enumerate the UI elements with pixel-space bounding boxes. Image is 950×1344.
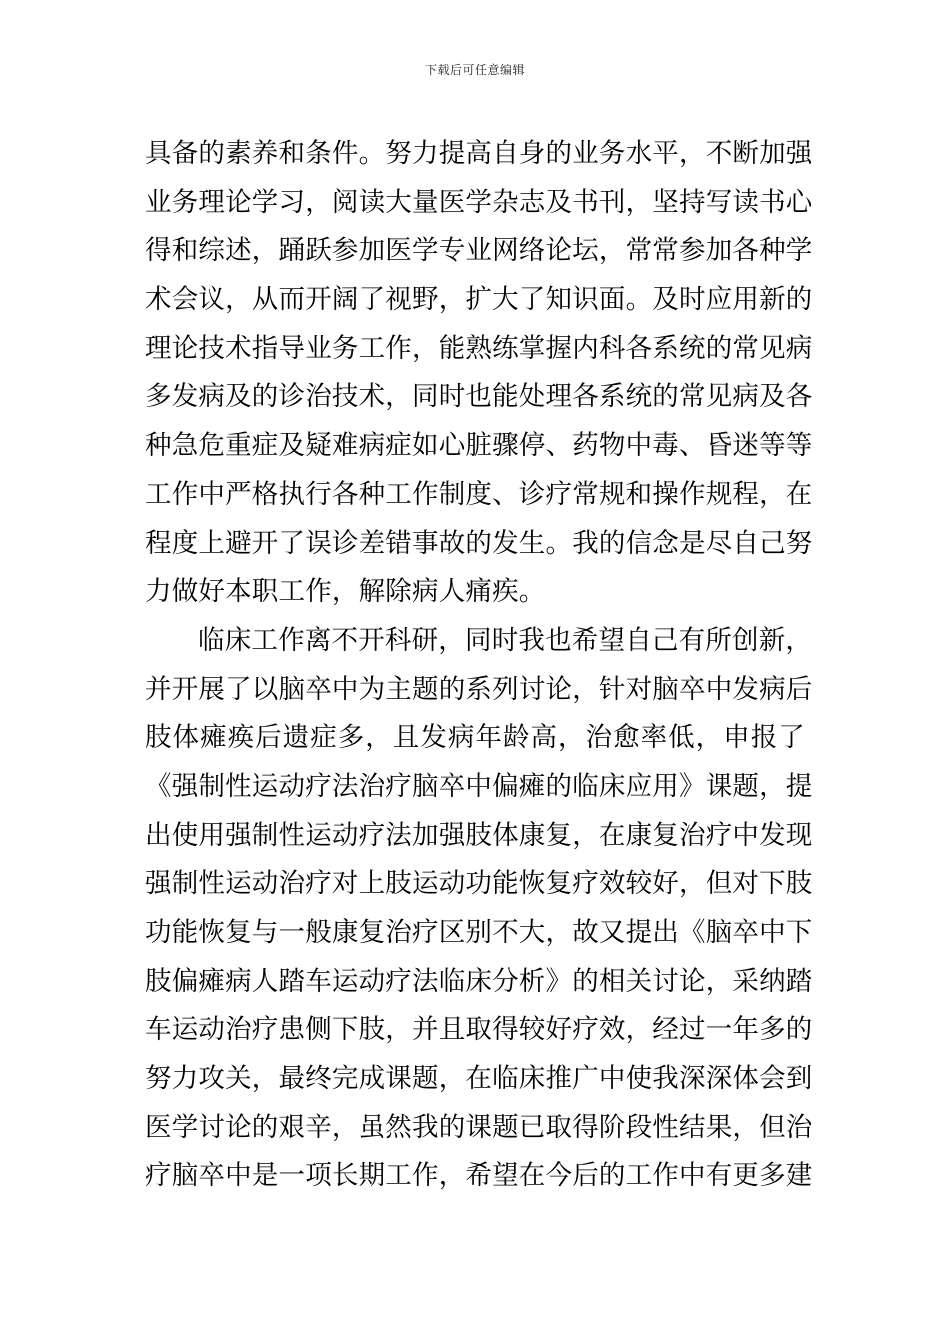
text-line-16: 强制性运动治疗对上肢运动功能恢复疗效较好，但对下肢 (145, 868, 813, 900)
text-line-20: 努力攻关，最终完成课题，在临床推广中使我深深体会到 (145, 1063, 813, 1095)
text-line-2: 业务理论学习，阅读大量医学杂志及书刊，坚持写读书心 (145, 186, 813, 218)
text-line-7: 种急危重症及疑难病症如心脏骤停、药物中毒、昏迷等等 (145, 430, 813, 462)
text-line-13: 肢体瘫痪后遗症多，且发病年龄高，治愈率低，申报了 (145, 722, 805, 754)
page-header: 下载后可任意编辑 (424, 63, 525, 77)
text-line-6: 多发病及的诊治技术，同时也能处理各系统的常见病及各 (145, 381, 813, 413)
text-line-18: 肢偏瘫病人踏车运动疗法临床分析》的相关讨论，采纳踏 (145, 965, 813, 997)
text-line-15: 出使用强制性运动疗法加强肢体康复，在康复治疗中发现 (145, 819, 813, 851)
text-line-12: 并开展了以脑卒中为主题的系列讨论，针对脑卒中发病后 (145, 673, 813, 705)
text-line-21: 医学讨论的艰辛，虽然我的课题已取得阶段性结果，但治 (145, 1111, 813, 1143)
text-line-11: 临床工作离不开科研，同时我也希望自己有所创新， (198, 624, 813, 656)
text-line-1: 具备的素养和条件。努力提高自身的业务水平，不断加强 (145, 138, 813, 169)
text-line-14: 《强制性运动疗法治疗脑卒中偏瘫的临床应用》课题，提 (145, 770, 813, 802)
text-line-4: 术会议，从而开阔了视野，扩大了知识面。及时应用新的 (145, 284, 813, 316)
text-line-17: 功能恢复与一般康复治疗区别不大，故又提出《脑卒中下 (145, 917, 813, 948)
text-line-9: 程度上避开了误诊差错事故的发生。我的信念是尽自己努 (145, 527, 813, 559)
text-line-8: 工作中严格执行各种工作制度、诊疗常规和操作规程，在 (145, 478, 813, 510)
text-line-3: 得和综述，踊跃参加医学专业网络论坛，常常参加各种学 (145, 235, 813, 267)
body-text (145, 130, 813, 1201)
text-line-19: 车运动治疗患侧下肢，并且取得较好疗效，经过一年多的 (145, 1014, 813, 1046)
text-line-22: 疗脑卒中是一项长期工作，希望在今后的工作中有更多建 (145, 1160, 813, 1192)
text-line-5: 理论技术指导业务工作，能熟练掌握内科各系统的常见病 (145, 332, 813, 364)
text-line-10: 力做好本职工作，解除病人痛疾。 (145, 576, 546, 608)
